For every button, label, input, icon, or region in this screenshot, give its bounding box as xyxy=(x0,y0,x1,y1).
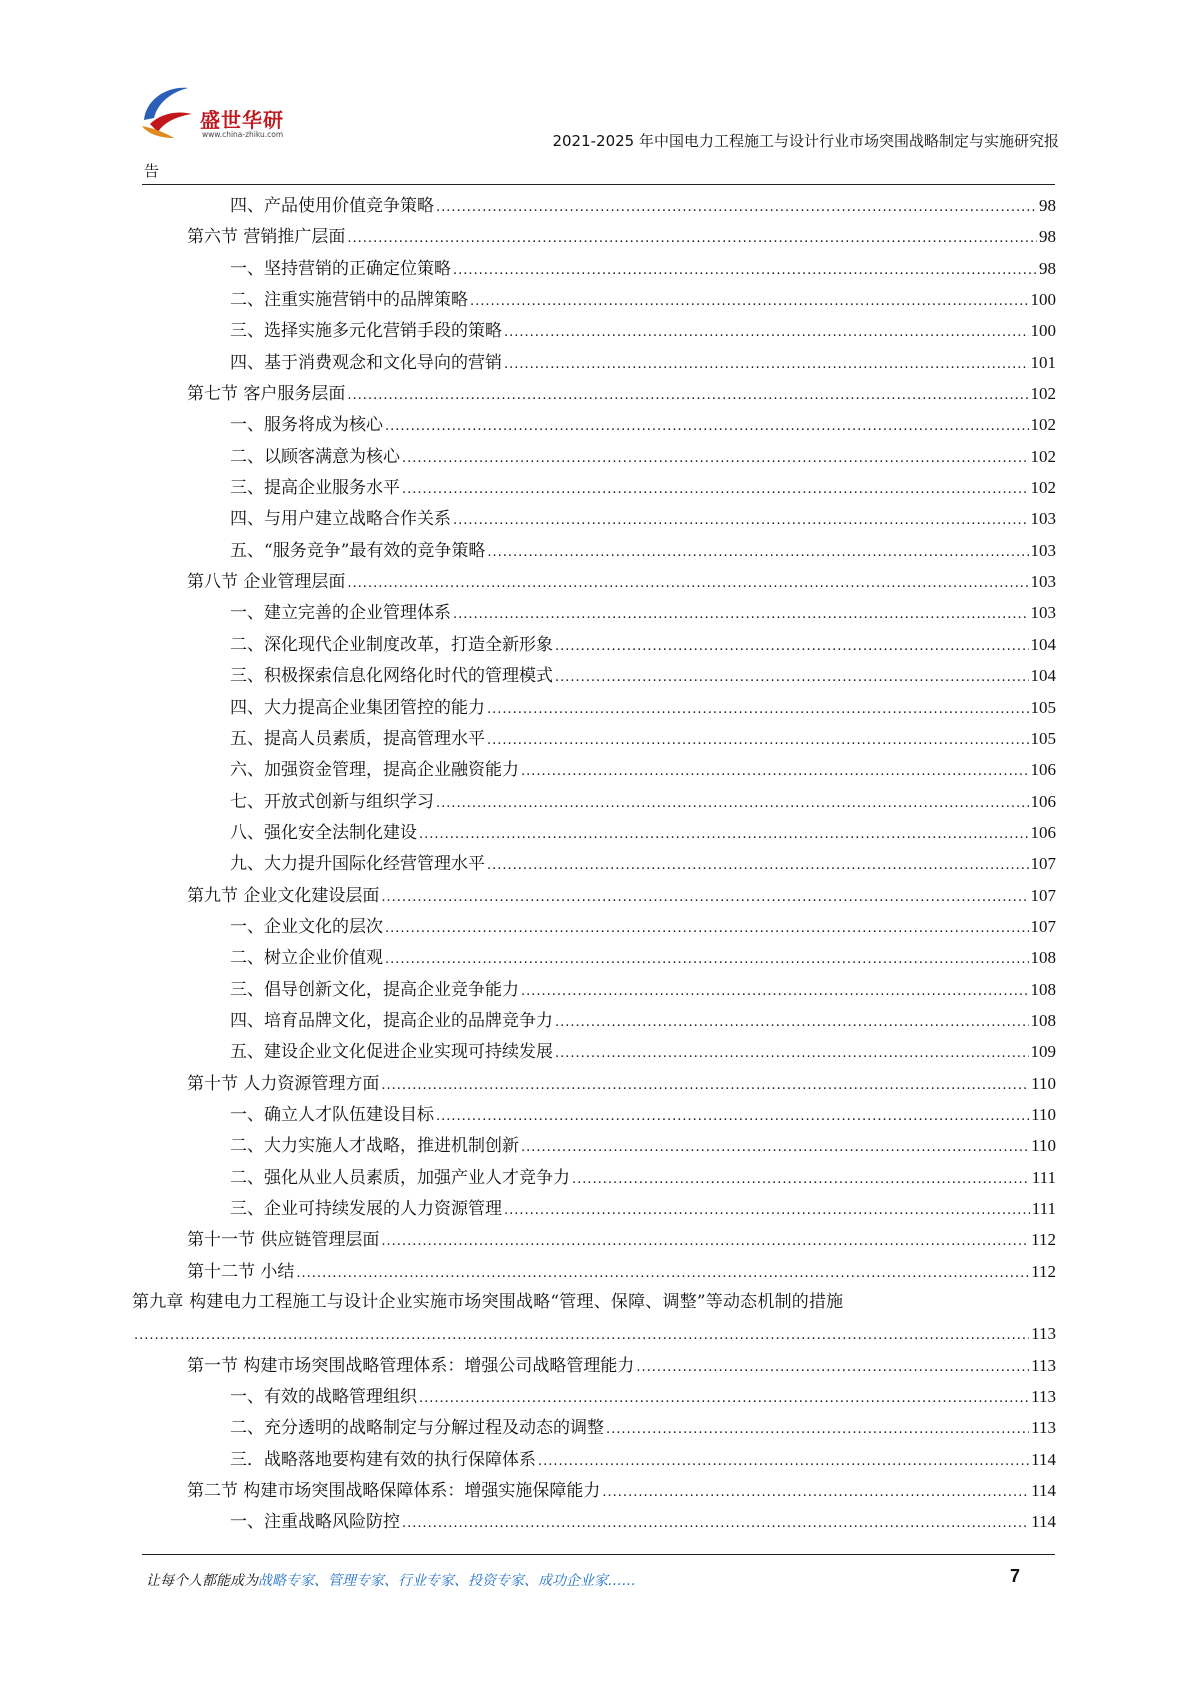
toc-page-number: 100 xyxy=(1030,321,1056,341)
toc-entry-label: 五、建设企业文化促进企业实现可持续发展 xyxy=(230,1042,553,1063)
toc-leader-dots xyxy=(487,537,1028,568)
toc-entry[interactable] xyxy=(144,315,1056,346)
logo-emblem-icon xyxy=(136,80,196,140)
toc-entry[interactable] xyxy=(144,1350,1056,1381)
toc-entry-label: 五、提高人员素质，提高管理水平 xyxy=(230,728,485,749)
toc-entry-label: 第七节 客户服务层面 xyxy=(187,384,346,405)
toc-page-number: 114 xyxy=(1031,1512,1056,1532)
toc-entry[interactable] xyxy=(144,253,1056,284)
toc-page-number: 111 xyxy=(1031,1167,1056,1187)
toc-leader-dots xyxy=(521,976,1029,1007)
toc-leader-dots xyxy=(504,317,1029,348)
toc-leader-dots xyxy=(555,1038,1029,1069)
toc-leader-dots xyxy=(419,1383,1029,1414)
toc-entry[interactable] xyxy=(144,566,1056,597)
toc-page-number: 109 xyxy=(1030,1042,1056,1062)
toc-leader-dots xyxy=(487,850,1029,881)
toc-leader-dots xyxy=(453,255,1037,286)
toc-entry-label: 三、倡导创新文化，提高企业竞争能力 xyxy=(230,979,519,1000)
toc-page-number: 110 xyxy=(1031,1136,1056,1156)
toc-leader-dots xyxy=(385,944,1029,975)
toc-entry[interactable] xyxy=(144,535,1056,566)
toc-entry[interactable] xyxy=(144,1162,1056,1193)
toc-entry-label: 第九节 企业文化建设层面 xyxy=(187,885,380,906)
toc-entry[interactable] xyxy=(144,221,1056,252)
toc-page-number: 114 xyxy=(1031,1449,1056,1469)
toc-leader-dots xyxy=(636,1352,1029,1383)
toc-page-number: 107 xyxy=(1030,916,1056,936)
toc-entry[interactable] xyxy=(144,284,1056,315)
toc-leader-dots xyxy=(436,1101,1029,1132)
toc-page-number: 106 xyxy=(1030,791,1056,811)
toc-entry-label: 三、提高企业服务水平 xyxy=(230,478,400,499)
toc-leader-dots xyxy=(402,474,1029,505)
toc-entry-label: 第六节 营销推广层面 xyxy=(187,227,346,248)
toc-page-number: 110 xyxy=(1031,1104,1056,1124)
toc-entry-label: 三、选择实施多元化营销手段的策略 xyxy=(230,321,502,342)
toc-leader-dots xyxy=(347,568,1028,599)
toc-entry[interactable] xyxy=(144,817,1056,848)
toc-entry[interactable] xyxy=(144,974,1056,1005)
toc-page-number: 98 xyxy=(1039,258,1056,278)
toc-page-number: 113 xyxy=(1031,1387,1056,1407)
toc-entry[interactable] xyxy=(144,1224,1056,1255)
toc-entry[interactable] xyxy=(144,723,1056,754)
toc-leader-dots xyxy=(419,819,1029,850)
toc-page-number: 103 xyxy=(1030,509,1056,529)
toc-entry-label: 六、加强资金管理，提高企业融资能力 xyxy=(230,760,519,781)
toc-page-number: 100 xyxy=(1030,290,1056,310)
toc-leader-dots xyxy=(487,725,1029,756)
toc-entry-label: 一、有效的战略管理组织 xyxy=(230,1387,417,1408)
toc-page-number: 108 xyxy=(1030,979,1056,999)
footer-slogan-highlight: 战略专家、管理专家、行业专家、投资专家、成功企业家…… xyxy=(258,1573,636,1589)
toc-entry[interactable] xyxy=(144,692,1056,723)
footer-slogan-prefix: 让每个人都能成为 xyxy=(146,1573,258,1589)
toc-leader-dots xyxy=(487,694,1029,725)
toc-leader-dots xyxy=(555,662,1029,693)
toc-entry[interactable] xyxy=(144,1412,1056,1443)
toc-page-number: 106 xyxy=(1030,760,1056,780)
toc-entry-label: 一、坚持营销的正确定位策略 xyxy=(230,258,451,279)
toc-entry[interactable] xyxy=(144,1068,1056,1099)
toc-entry[interactable] xyxy=(144,441,1056,472)
toc-page-number: 113 xyxy=(1031,1355,1056,1375)
toc-leader-dots xyxy=(521,1132,1029,1163)
toc-leader-dots xyxy=(296,1258,1029,1289)
logo-text: 盛世华研 xyxy=(200,108,284,132)
toc-entry[interactable] xyxy=(144,1130,1056,1161)
toc-entry[interactable] xyxy=(144,1381,1056,1412)
toc-leader-dots xyxy=(504,1195,1030,1226)
toc-entry-label: 二、深化现代企业制度改革，打造全新形象 xyxy=(230,634,553,655)
toc-entry-label: 七、开放式创新与组织学习 xyxy=(230,791,434,812)
toc-entry-label: 四、产品使用价值竞争策略 xyxy=(230,196,434,216)
toc-leader-dots xyxy=(504,349,1029,380)
toc-entry-label: 三、积极探索信息化网络化时代的管理模式 xyxy=(230,666,553,687)
toc-leader-dots xyxy=(572,1164,1030,1195)
toc-leader-dots xyxy=(381,1226,1029,1257)
toc-entry-label: 第十二节 小结 xyxy=(187,1261,295,1282)
report-title: 2021-2025 年中国电力工程施工与设计行业市场突围战略制定与实施研究报 xyxy=(552,132,1059,150)
toc-entry[interactable] xyxy=(144,786,1056,817)
toc-leader-dots xyxy=(606,1414,1029,1445)
toc-page-number: 108 xyxy=(1030,1010,1056,1030)
toc-entry-label: 二、充分透明的战略制定与分解过程及动态的调整 xyxy=(230,1418,604,1439)
toc-page-number: 104 xyxy=(1030,666,1056,686)
toc-leader-dots xyxy=(470,286,1029,317)
toc-leader-dots xyxy=(521,756,1029,787)
toc-entry-label: 第一节 构建市场突围战略管理体系：增强公司战略管理能力 xyxy=(187,1355,635,1376)
toc-page-number: 102 xyxy=(1030,446,1056,466)
toc-leader-dots xyxy=(381,1070,1029,1101)
logo-url: www.china-zhiku.com xyxy=(202,130,284,139)
toc-entry[interactable] xyxy=(144,848,1056,879)
toc-entry-label: 一、建立完善的企业管理体系 xyxy=(230,603,451,624)
toc-entry-label: 二、大力实施人才战略，推进机制创新 xyxy=(230,1136,519,1157)
toc-entry-label[interactable]: 第九章 构建电力工程施工与设计企业实施市场突围战略“管理、保障、调整”等动态机制的措施 xyxy=(132,1292,844,1313)
toc-leader-dots xyxy=(538,1446,1029,1477)
header-divider xyxy=(142,184,1055,185)
toc-entry[interactable] xyxy=(144,1036,1056,1067)
toc-leader-dots xyxy=(385,411,1029,442)
footer-slogan xyxy=(146,1570,636,1590)
toc-entry[interactable] xyxy=(144,1256,1056,1287)
toc-entry[interactable] xyxy=(132,1318,1056,1349)
toc-entry[interactable] xyxy=(144,347,1056,378)
toc-entry[interactable] xyxy=(144,1193,1056,1224)
toc-page-number: 114 xyxy=(1031,1481,1056,1501)
toc-leader-dots xyxy=(347,380,1028,411)
toc-leader-dots xyxy=(402,443,1029,474)
toc-entry[interactable] xyxy=(144,190,1056,221)
toc-leader-dots xyxy=(385,913,1029,944)
toc-entry-label: 第十一节 供应链管理层面 xyxy=(187,1230,380,1251)
toc-leader-dots xyxy=(602,1477,1029,1508)
toc-page-number: 113 xyxy=(1031,1418,1056,1438)
toc-entry[interactable] xyxy=(144,942,1056,973)
toc-leader-dots xyxy=(347,223,1037,254)
toc-entry[interactable] xyxy=(144,880,1056,911)
toc-page-number: 102 xyxy=(1030,478,1056,498)
toc-entry-label: 第八节 企业管理层面 xyxy=(187,572,346,593)
toc-page-number: 98 xyxy=(1039,227,1056,247)
company-logo xyxy=(140,82,310,146)
toc-page-number: 106 xyxy=(1030,822,1056,842)
toc-entry-label: 九、大力提升国际化经营管理水平 xyxy=(230,854,485,875)
toc-entry[interactable] xyxy=(144,660,1056,691)
toc-entry-label: 二、强化从业人员素质，加强产业人才竞争力 xyxy=(230,1167,570,1188)
toc-page-number: 108 xyxy=(1030,948,1056,968)
toc-entry[interactable] xyxy=(144,754,1056,785)
toc-leader-dots xyxy=(134,1320,1029,1351)
toc-page-number: 101 xyxy=(1030,352,1056,372)
toc-entry-label: 四、基于消费观念和文化导向的营销 xyxy=(230,352,502,373)
toc-entry-label: 五、“服务竞争”最有效的竞争策略 xyxy=(230,540,486,561)
toc-entry-label: 一、确立人才队伍建设目标 xyxy=(230,1104,434,1125)
toc-page-number: 105 xyxy=(1030,697,1056,717)
toc-page-number: 103 xyxy=(1030,572,1056,592)
toc-page-number: 112 xyxy=(1031,1261,1056,1281)
toc-page-number: 103 xyxy=(1030,603,1056,623)
toc-page-number: 105 xyxy=(1030,728,1056,748)
toc-page-number: 104 xyxy=(1030,634,1056,654)
table-of-contents xyxy=(132,190,1056,1538)
toc-entry-label: 二、树立企业价值观 xyxy=(230,948,383,969)
toc-entry-label: 二、以顾客满意为核心 xyxy=(230,446,400,467)
report-title-continuation: 告 xyxy=(144,162,160,180)
toc-page-number: 110 xyxy=(1031,1073,1056,1093)
toc-entry[interactable] xyxy=(144,1099,1056,1130)
toc-entry-label: 三、企业可持续发展的人力资源管理 xyxy=(230,1199,502,1219)
toc-page-number: 113 xyxy=(1031,1324,1056,1344)
toc-entry[interactable] xyxy=(144,911,1056,942)
toc-page-number: 102 xyxy=(1030,384,1056,404)
toc-page-number: 107 xyxy=(1030,885,1056,905)
toc-entry[interactable] xyxy=(144,1506,1056,1537)
toc-entry-label: 第二节 构建市场突围战略保障体系：增强实施保障能力 xyxy=(187,1481,601,1502)
toc-entry-label: 四、与用户建立战略合作关系 xyxy=(230,509,451,530)
toc-page-number: 111 xyxy=(1031,1199,1056,1218)
toc-entry-label: 一、企业文化的层次 xyxy=(230,916,383,937)
toc-entry[interactable] xyxy=(144,1005,1056,1036)
footer-divider xyxy=(142,1554,1055,1555)
toc-page-number: 103 xyxy=(1030,540,1056,560)
toc-entry[interactable] xyxy=(144,472,1056,503)
toc-page-number: 98 xyxy=(1039,196,1056,215)
toc-entry-label: 四、大力提高企业集团管控的能力 xyxy=(230,697,485,718)
toc-entry[interactable] xyxy=(144,378,1056,409)
toc-page-number: 112 xyxy=(1031,1230,1056,1250)
toc-entry-label: 二、注重实施营销中的品牌策略 xyxy=(230,290,468,311)
toc-entry[interactable] xyxy=(144,629,1056,660)
toc-leader-dots xyxy=(555,631,1029,662)
toc-entry-label: 四、培育品牌文化，提高企业的品牌竞争力 xyxy=(230,1010,553,1031)
toc-page-number: 107 xyxy=(1030,854,1056,874)
toc-entry[interactable] xyxy=(144,409,1056,440)
page-number: 7 xyxy=(1010,1566,1021,1586)
toc-entry[interactable] xyxy=(144,503,1056,534)
toc-entry-label: 一、注重战略风险防控 xyxy=(230,1512,400,1533)
toc-entry[interactable] xyxy=(144,1444,1056,1475)
toc-leader-dots xyxy=(402,1508,1029,1539)
toc-page-number: 102 xyxy=(1030,415,1056,435)
toc-entry[interactable] xyxy=(144,1475,1056,1506)
toc-entry[interactable] xyxy=(144,597,1056,628)
toc-entry-label: 第十节 人力资源管理方面 xyxy=(187,1073,380,1094)
toc-entry-label: 八、强化安全法制化建设 xyxy=(230,822,417,843)
toc-entry-label: 三．战略落地要构建有效的执行保障体系 xyxy=(230,1449,536,1470)
toc-leader-dots xyxy=(381,882,1028,913)
toc-entry-label: 一、服务将成为核心 xyxy=(230,415,383,436)
toc-leader-dots xyxy=(436,788,1029,819)
toc-leader-dots xyxy=(436,192,1037,223)
toc-leader-dots xyxy=(555,1007,1029,1038)
toc-leader-dots xyxy=(453,505,1029,536)
toc-leader-dots xyxy=(453,599,1029,630)
